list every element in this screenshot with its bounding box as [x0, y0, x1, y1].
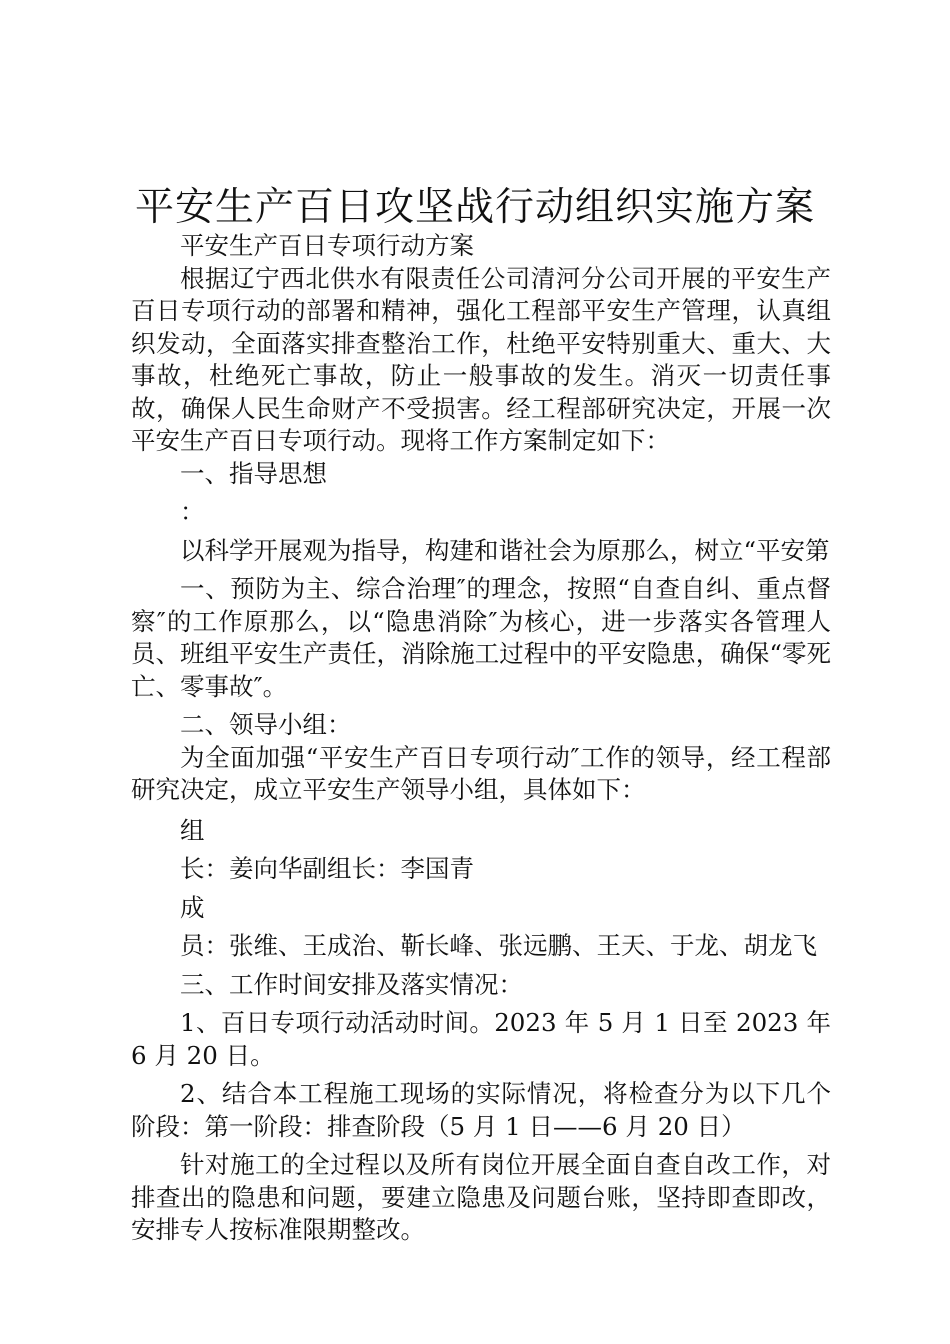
paragraph-activity-time: 1、百日专项行动活动时间。2023 年 5 月 1 日至 2023 年 6 月 20 日。 [131, 1008, 831, 1070]
paragraph-leadership-text: 为全面加强“平安生产百日专项行动″工作的领导，经工程部研究决定，成立平安生产领导小组，具体如下： [131, 742, 831, 804]
paragraph-group-label: 组 [180, 815, 205, 845]
paragraph-group-leader: 长：姜向华副组长：李国青 [180, 854, 474, 883]
heading-guiding-ideology: 一、指导思想 [180, 458, 327, 488]
heading-leadership-group: 二、领导小组： [180, 710, 352, 739]
paragraph-colon: ： [180, 497, 205, 526]
paragraph-prevention: 一、预防为主、综合治理″的理念，按照“自查自纠、重点督察″的工作原那么，以“隐患消除″为核心，进一步落实各管理人员、班组平安生产责任，消除施工过程中的平安隐患，确保“零死亡、零事故″。 [131, 574, 831, 701]
paragraph-subtitle: 平安生产百日专项行动方案 [180, 231, 474, 260]
document-title: 平安生产百日攻坚战行动组织实施方案 [134, 185, 815, 230]
document-body [131, 230, 831, 1247]
paragraph-inspection-stages: 2、结合本工程施工现场的实际情况，将检查分为以下几个阶段：第一阶段：排查阶段（5 月 1 日——6 月 20 日） [131, 1079, 831, 1141]
paragraph-self-inspection: 针对施工的全过程以及所有岗位开展全面自查自改工作，对排查出的隐患和问题，要建立隐患及问题台账，坚持即查即改，安排专人按标准限期整改。 [131, 1150, 831, 1244]
paragraph-intro: 根据辽宁西北供水有限责任公司清河分公司开展的平安生产百日专项行动的部署和精神，强化工程部平安生产管理，认真组织发动，全面落实排查整治工作，杜绝平安特别重大、重大、大事故，杜绝死亡事故，防止一般事故的发生。消灭一切责任事故，确保人民生命财产不受损害。经工程部研究决定，开展一次平安生产百日专项行动。现将工作方案制定如下： [131, 263, 831, 455]
heading-schedule: 三、工作时间安排及落实情况： [180, 969, 523, 999]
paragraph-members-label: 成 [180, 892, 205, 922]
paragraph-guiding-text: 以科学开展观为指导，构建和谐社会为原那么，树立“平安第 [180, 535, 830, 565]
paragraph-members: 员：张维、王成治、靳长峰、张远鹏、王天、于龙、胡龙飞 [180, 931, 817, 960]
